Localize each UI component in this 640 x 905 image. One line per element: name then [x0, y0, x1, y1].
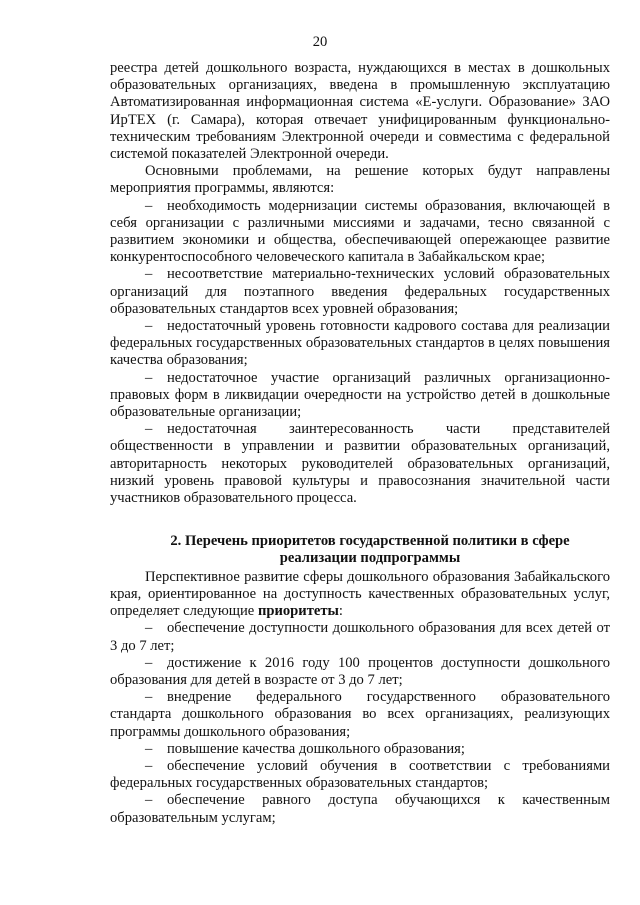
problems-lead: Основными проблемами, на решение которых будут направлены мероприятия программы, являются: — [110, 163, 610, 197]
dash-marker: – — [145, 369, 153, 386]
priorities-keyword: приоритеты — [257, 603, 339, 620]
section-heading — [110, 533, 610, 567]
priority-item-text: обеспечение равного доступа обучающихся к качественным образовательным услугам; — [110, 792, 610, 826]
problem-item — [110, 266, 610, 318]
dash-marker: – — [145, 792, 153, 809]
section-heading-line: реализации подпрограммы — [279, 550, 461, 567]
problem-item — [110, 318, 610, 370]
priority-item-text: повышение качества дошкольного образования; — [167, 740, 465, 757]
priority-item — [110, 792, 610, 826]
priority-item — [110, 758, 610, 792]
problem-item — [110, 198, 610, 267]
priority-item-text: достижение к 2016 году 100 процентов доступности дошкольного образования для детей в возрасте от 3 до 7 лет; — [110, 654, 610, 688]
priorities-lead-end: : — [338, 603, 343, 620]
priority-item — [110, 689, 610, 741]
priority-item-text: внедрение федерального государственного образовательного стандарта дошкольного образования во всех организациях, реализующих программы дошкольного образования; — [110, 689, 610, 740]
dash-marker: – — [145, 740, 153, 757]
dash-marker: – — [145, 654, 153, 671]
problem-item-text: несоответствие материально-технических условий образовательных организаций для поэтапного введения федеральных государственных образовательных стандартов всех уровней образования; — [110, 266, 610, 317]
page-number: 20 — [312, 34, 328, 50]
intro-paragraph: реестра детей дошкольного возраста, нуждающихся в местах в дошкольных образовательных организациях, введена в промышленную эксплуатацию Автоматизированная информационная система «Е-услуги. Образование» ЗАО ИрТЕХ (г. Самара), которая отвечает унифицированным функционально-техническим требованиям Электронной очереди и совместима с федеральной системой показателей Электронной очереди. — [110, 60, 610, 163]
priority-item — [110, 620, 610, 654]
problem-item-text: недостаточное участие организаций различных организационно-правовых форм в ликвидации очередности на устройство детей в дошкольные образовательные организации; — [110, 369, 610, 421]
dash-marker: – — [145, 266, 153, 283]
problem-item — [110, 370, 610, 422]
dash-marker: – — [145, 318, 153, 335]
priorities-lead — [110, 569, 610, 621]
body-text — [110, 60, 610, 827]
section-heading-line: 2. Перечень приоритетов государственной политики в сфере — [170, 533, 570, 550]
dash-marker: – — [145, 197, 153, 214]
problem-item-text: недостаточная заинтересованность части представителей общественности в управлении и развитии образовательных организаций, авторитарность некоторых руководителей образовательных организаций, низкий уровень правовой культуры и правосознания значительной части участников образовательного процесса. — [110, 421, 610, 507]
dash-marker: – — [145, 689, 153, 706]
priority-item — [110, 655, 610, 689]
priority-item-text: обеспечение условий обучения в соответствии с требованиями федеральных государственных образовательных стандартов; — [110, 757, 610, 792]
dash-marker: – — [145, 421, 153, 438]
priority-item — [110, 741, 610, 758]
problem-item — [110, 421, 610, 507]
priority-item-text: обеспечение доступности дошкольного образования для всех детей от 3 до 7 лет; — [110, 620, 610, 654]
dash-marker: – — [145, 757, 153, 774]
problem-item-text: недостаточный уровень готовности кадрового состава для реализации федеральных государственных образовательных стандартов в целях повышения качества образования; — [110, 318, 610, 369]
priorities-lead-text: Перспективное развитие сферы дошкольного образования Забайкальского края, ориентированное на доступность качественных образовательных услуг, определяет следующие — [110, 568, 610, 620]
problem-item-text: необходимость модернизации системы образования, включающей в себя организации с различными миссиями и задачами, тесно связанной с развитием экономики и общества, обеспечивающей опережающее развитие конкурентоспособного человеческого капитала в Забайкальском крае; — [110, 197, 610, 266]
dash-marker: – — [145, 620, 153, 637]
